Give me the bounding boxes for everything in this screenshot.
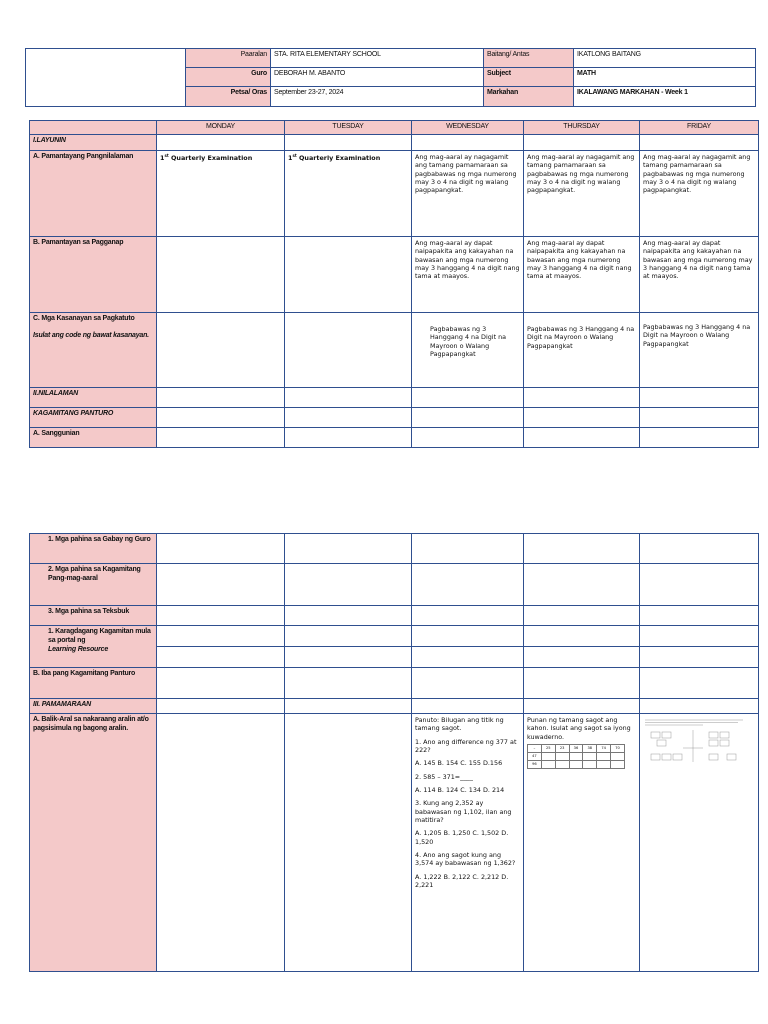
- dll-table-bottom: [29, 533, 759, 972]
- corner-cell: [30, 121, 157, 135]
- pamantayang-pangnilalaman-label: A. Pamantayang Pangnilalaman: [30, 151, 157, 237]
- nilalaman-label: II.NILALAMAN: [30, 388, 157, 408]
- kasanayan-subtitle: Isulat ang code ng bawat kasanayan.: [33, 331, 149, 339]
- grid-header: 74: [597, 744, 611, 752]
- paaralan-value: STA. RITA ELEMENTARY SCHOOL: [271, 49, 484, 68]
- thu-instruction: Punan ng tamang sagot ang kahon. Isulat ang sagot sa iyong kuwaderno.: [527, 716, 631, 741]
- wed-kasanayan: Pagbabawas ng 3 Hanggang 4 na Digit na Mayroon o Walang Pagpapangkat: [412, 313, 524, 388]
- fri-pangnilalaman: Ang mag-aaral ay nagagamit ang tamang pamamaraan sa pagbabawas ng mga numerong may 3 o 4 na digit ng walang pagpapangkat.: [640, 151, 759, 237]
- petsa-label: Petsa/ Oras: [186, 87, 271, 107]
- sanggunian-label: A. Sanggunian: [30, 428, 157, 448]
- grid-header: 25: [541, 744, 555, 752]
- subject-label: Subject: [484, 68, 574, 87]
- day-friday: FRIDAY: [640, 121, 759, 135]
- day-wednesday: WEDNESDAY: [412, 121, 524, 135]
- wed-item: 1. Ano ang difference ng 377 at 222?: [415, 737, 517, 754]
- petsa-value: September 23-27, 2024: [271, 87, 484, 107]
- wed-balik-aral: [412, 714, 524, 972]
- day-tuesday: TUESDAY: [285, 121, 412, 135]
- wed-item: A. 114 B. 124 C. 134 D. 214: [415, 785, 505, 794]
- day-thursday: THURSDAY: [524, 121, 640, 135]
- header-table: [25, 48, 756, 107]
- wed-pangnilalaman: Ang mag-aaral ay nagagamit ang tamang pamamaraan sa pagbabawas ng mga numerong may 3 o 4 na digit ng walang pagpapangkat.: [412, 151, 524, 237]
- pamantayan-pagganap-label: B. Pamantayan sa Pagganap: [30, 237, 157, 313]
- subject-value: MATH: [574, 68, 756, 87]
- dll-table-top: [29, 120, 759, 448]
- thu-pagganap: Ang mag-aaral ay dapat naipapakita ang kakayahan na bawasan ang mga numerong may 3 hanggang 4 na digit nang tama at maayos.: [524, 237, 640, 313]
- grid-row-label: 47: [528, 752, 542, 760]
- kasanayan-label: [30, 313, 157, 388]
- grid-header: 70: [611, 744, 625, 752]
- grid-header: –: [528, 744, 542, 752]
- baitang-value: IKATLONG BAITANG: [574, 49, 756, 68]
- fri-pagganap: Ang mag-aaral ay dapat naipapakita ang kakayahan na bawasan ang mga numerong may 3 hanggang 4 na digit nang tama at maayos.: [640, 237, 759, 313]
- learning-resource-italic: Learning Resource: [48, 645, 109, 653]
- wed-item: Panuto: Bilugan ang titik ng tamang sagot.: [415, 716, 504, 733]
- fri-kasanayan: Pagbabawas ng 3 Hanggang 4 na Digit na Mayroon o Walang Pagpapangkat: [640, 313, 759, 388]
- thu-balik-aral: [524, 714, 640, 972]
- balik-aral-label: A. Balik-Aral sa nakaraang aralin at/o pagsisimula ng bagong aralin.: [30, 714, 157, 972]
- tuesday-exam: 1st Quarterly Examination: [285, 151, 412, 237]
- baitang-label: Baitang/ Antas: [484, 49, 574, 68]
- kasanayan-title: C. Mga Kasanayan sa Pagkatuto: [33, 315, 135, 322]
- day-monday: MONDAY: [157, 121, 285, 135]
- iba-pang-kagamitan-label: B. Iba pang Kagamitang Panturo: [30, 668, 157, 699]
- kagamitan-label: KAGAMITANG PANTURO: [30, 408, 157, 428]
- logo-cell: [26, 49, 186, 107]
- wed-item: 2. 585 – 371=____: [415, 772, 473, 781]
- grid-row-label: 96: [528, 760, 542, 768]
- wed-item: A. 145 B. 154 C. 155 D.156: [415, 759, 503, 768]
- teksbuk-label: 3. Mga pahina sa Teksbuk: [30, 606, 157, 626]
- learning-resource-text: 1. Karagdagang Kagamitan mula sa portal ng: [48, 628, 151, 644]
- fri-balik-aral: [640, 714, 759, 972]
- guro-label: Guro: [186, 68, 271, 87]
- pamamaraan-label: III. PAMAMARAAN: [30, 699, 157, 714]
- paaralan-label: Paaralan: [186, 49, 271, 68]
- gabay-guro-label: 1. Mga pahina sa Gabay ng Guro: [30, 534, 157, 564]
- learning-resource-label: [30, 626, 157, 668]
- grid-header: 36: [569, 744, 583, 752]
- kagamitang-mag-aaral-label: 2. Mga pahina sa Kagamitang Pang-mag-aaral: [30, 564, 157, 606]
- monday-exam: 1st Quarterly Examination: [157, 151, 285, 237]
- worksheet-thumbnail-image: [643, 718, 755, 774]
- thu-pangnilalaman: Ang mag-aaral ay nagagamit ang tamang pamamaraan sa pagbabawas ng mga numerong may 3 o 4 na digit ng walang pagpapangkat.: [524, 151, 640, 237]
- guro-value: DEBORAH M. ABANTO: [271, 68, 484, 87]
- wed-item: 4. Ano ang sagot kung ang 3,574 ay babawasan ng 1,362?: [415, 850, 516, 868]
- thu-kasanayan: Pagbabawas ng 3 Hanggang 4 na Digit na Mayroon o Walang Pagpapangkat: [524, 313, 640, 388]
- grid-header: 23: [555, 744, 569, 752]
- wed-item: A. 1,222 B. 2,122 C. 2,212 D. 2,221: [415, 872, 509, 889]
- markahan-label: Markahan: [484, 87, 574, 107]
- markahan-value: IKALAWANG MARKAHAN - Week 1: [574, 87, 756, 107]
- subtraction-grid: [527, 744, 625, 769]
- wed-pagganap: Ang mag-aaral ay dapat naipapakita ang kakayahan na bawasan ang mga numerong may 3 hanggang 4 na digit nang tama at maayos.: [412, 237, 524, 313]
- wed-item: A. 1,205 B. 1,250 C. 1,502 D. 1,520: [415, 829, 509, 846]
- wed-item: 3. Kung ang 2,352 ay babawasan ng 1,102, ilan ang matitira?: [415, 799, 512, 824]
- grid-header: 38: [583, 744, 597, 752]
- layunin-label: I.LAYUNIN: [30, 135, 157, 151]
